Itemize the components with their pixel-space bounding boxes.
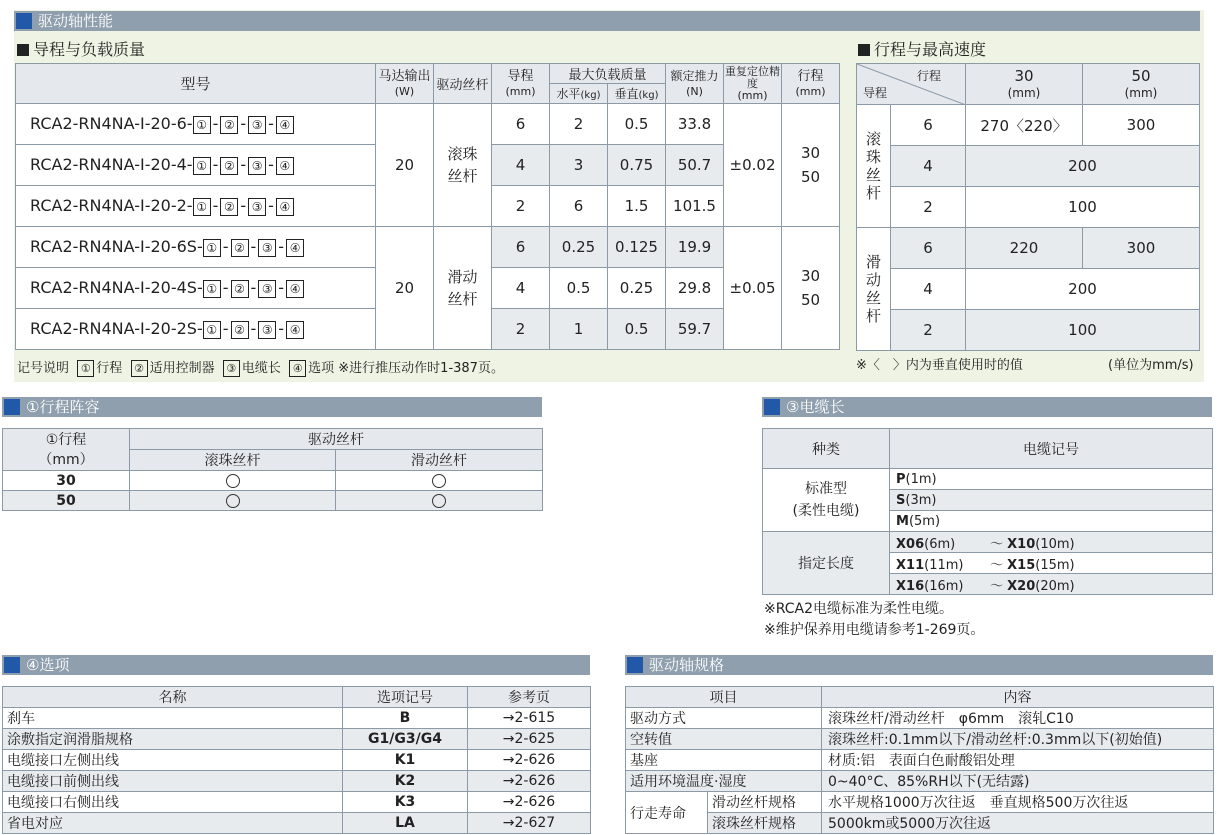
- table-row: [16, 104, 840, 145]
- lead-cell: 2: [891, 310, 966, 351]
- option-page: →2-626: [468, 750, 591, 771]
- options-table: [2, 686, 591, 834]
- available-mark: [432, 494, 446, 508]
- model-cell: [16, 186, 376, 227]
- option-box: ③: [258, 239, 276, 257]
- available-mark: [432, 474, 446, 488]
- option-code: B: [343, 708, 468, 729]
- speed-30-cell: 220: [966, 228, 1083, 269]
- col-slide: 滑动丝杆: [336, 450, 543, 471]
- slide-cell: [336, 471, 543, 491]
- col-30: 30 (mm): [966, 64, 1083, 105]
- col-name: 名称: [3, 687, 343, 708]
- option-box: ④: [286, 239, 304, 257]
- spec-item: 空转值: [626, 729, 822, 750]
- vert-cell: 1.5: [608, 186, 666, 227]
- lead-cell: 2: [492, 186, 550, 227]
- spec-item: 基座: [626, 750, 822, 771]
- dash: -: [212, 196, 219, 216]
- col-model: 型号: [16, 64, 376, 104]
- speed-50-cell: 300: [1083, 228, 1200, 269]
- option-box: ④: [276, 198, 294, 216]
- option-page: →2-615: [468, 708, 591, 729]
- dash: -: [212, 155, 219, 175]
- dash: -: [278, 237, 285, 257]
- table-row: [857, 310, 1200, 351]
- col-content: 内容: [822, 687, 1214, 708]
- vert-cell: 0.75: [608, 145, 666, 186]
- option-name: 省电对应: [3, 813, 343, 834]
- dash: -: [222, 319, 229, 339]
- model-cell: [16, 104, 376, 145]
- col-page: 参考页: [468, 687, 591, 708]
- section-header-spec: 驱动轴规格: [625, 655, 1213, 675]
- option-box: ②: [220, 116, 238, 134]
- legend: 记号说明 ① 行程 ② 适用控制器 ③ 电缆长 ④ 选项 ※进行推压动作时1-387页。: [17, 361, 504, 376]
- col-motor: 马达输出 (W): [376, 64, 434, 104]
- table-row: [857, 269, 1200, 310]
- thrust-cell: 29.8: [666, 268, 724, 309]
- table-row: [626, 708, 1214, 729]
- thrust-cell: 50.7: [666, 145, 724, 186]
- repeat-cell: ±0.05: [724, 227, 782, 350]
- thrust-cell: 101.5: [666, 186, 724, 227]
- option-page: →2-625: [468, 729, 591, 750]
- dash: -: [240, 155, 247, 175]
- option-box: ①: [203, 321, 221, 339]
- table-row: [626, 750, 1214, 771]
- screw-type-cell: 滑动丝杆: [857, 228, 891, 351]
- vert-cell: 0.125: [608, 227, 666, 268]
- spec-item: 行走寿命: [626, 792, 708, 834]
- table-row: [3, 491, 543, 511]
- available-mark: [226, 474, 240, 488]
- spec-item: 驱动方式: [626, 708, 822, 729]
- col-horiz: 水平(kg): [550, 84, 608, 104]
- option-box: ④: [276, 116, 294, 134]
- vert-cell: 0.5: [608, 309, 666, 350]
- lead-cell: 6: [492, 104, 550, 145]
- speed-50-cell: 300: [1083, 105, 1200, 146]
- spec-subitem: 滚珠丝杆规格: [708, 813, 822, 834]
- horiz-cell: 3: [550, 145, 608, 186]
- spec-content: 滚珠丝杆:0.1mm以下/滑动丝杆:0.3mm以下(初始值): [822, 729, 1214, 750]
- col-screw: 驱动丝杆: [130, 429, 543, 450]
- spec-content: 水平规格1000万次往返 垂直规格500万次往返: [822, 792, 1214, 813]
- spec-table: [625, 686, 1214, 834]
- dash: -: [268, 155, 274, 175]
- option-name: 涂敷指定润滑脂规格: [3, 729, 343, 750]
- option-box: ③: [248, 116, 266, 134]
- ball-cell: [130, 491, 336, 511]
- spec-content: 滚珠丝杆/滑动丝杆 φ6mm 滚轧C10: [822, 708, 1214, 729]
- lead-cell: 2: [492, 309, 550, 350]
- dash: -: [222, 237, 229, 257]
- spec-content: 0~40°C、85%RH以下(无结露): [822, 771, 1214, 792]
- table-row: [626, 729, 1214, 750]
- option-page: →2-626: [468, 792, 591, 813]
- spec-content: 5000km或5000万次往返: [822, 813, 1214, 834]
- table-row: [763, 532, 1213, 553]
- horiz-cell: 2: [550, 104, 608, 145]
- option-box: ③: [248, 198, 266, 216]
- option-name: 电缆接口右侧出线: [3, 792, 343, 813]
- dash: -: [278, 278, 285, 298]
- type-cell: 标准型 (柔性电缆): [763, 469, 890, 532]
- dash: -: [240, 114, 247, 134]
- vert-cell: 0.5: [608, 104, 666, 145]
- table-row: [857, 105, 1200, 146]
- horiz-cell: 6: [550, 186, 608, 227]
- spec-item: 适用环境温度·湿度: [626, 771, 822, 792]
- horiz-cell: 0.25: [550, 227, 608, 268]
- code-cell: X06(6m) ～ X10(10m): [890, 532, 1213, 553]
- motor-cell: 20: [376, 227, 434, 350]
- available-mark: [226, 494, 240, 508]
- table-title-load: 导程与负载质量: [17, 37, 145, 60]
- code-cell: X11(11m) ～ X15(15m): [890, 553, 1213, 574]
- option-name: 电缆接口前侧出线: [3, 771, 343, 792]
- col-repeat: 重复定位精度 (mm): [725, 64, 781, 102]
- dash: -: [240, 196, 247, 216]
- load-table: [15, 63, 840, 350]
- option-box: ②: [220, 198, 238, 216]
- dash: -: [250, 278, 257, 298]
- col-lead: 导程 (mm): [492, 64, 550, 104]
- code-cell: P(1m): [890, 469, 1213, 490]
- option-box: ①: [203, 239, 221, 257]
- option-box: ④: [276, 157, 294, 175]
- code-cell: S(3m): [890, 490, 1213, 511]
- model-cell: [16, 145, 376, 186]
- vert-cell: 0.25: [608, 268, 666, 309]
- option-page: →2-626: [468, 771, 591, 792]
- stroke-table: [2, 428, 543, 511]
- option-box: ①: [193, 116, 211, 134]
- table-row: [3, 708, 591, 729]
- speed-cell: 200: [966, 146, 1200, 187]
- model-code: RCA2-RN4NA-I-20-2-: [30, 196, 193, 216]
- option-box: ④: [286, 321, 304, 339]
- section-header-performance: [14, 11, 1200, 31]
- lead-cell: 4: [891, 146, 966, 187]
- option-box: ②: [231, 280, 249, 298]
- table-row: [3, 813, 591, 834]
- option-code: K3: [343, 792, 468, 813]
- table-title-speed: 行程与最高速度: [858, 37, 986, 60]
- cable-note-1: ※RCA2电缆标准为柔性电缆。: [764, 601, 954, 617]
- col-stroke: ①行程 （mm）: [3, 429, 130, 471]
- screw-cell: 滚珠丝杆: [434, 104, 492, 227]
- header-square: [16, 13, 32, 29]
- col-vert: 垂直(kg): [608, 84, 666, 104]
- type-cell: 指定长度: [763, 532, 890, 595]
- col-50: 50 (mm): [1083, 64, 1200, 105]
- repeat-cell: ±0.02: [724, 104, 782, 227]
- speed-cell: 100: [966, 310, 1200, 351]
- stroke-cell: 30: [3, 471, 130, 491]
- table-row: [3, 750, 591, 771]
- table-row: [3, 729, 591, 750]
- table-row: [3, 771, 591, 792]
- speed-cell: 100: [966, 187, 1200, 228]
- lead-cell: 4: [891, 269, 966, 310]
- spec-content: 材质:铝 表面白色耐酸铝处理: [822, 750, 1214, 771]
- ball-cell: [130, 471, 336, 491]
- cable-note-2: ※维护保养用电缆请参考1-269页。: [764, 622, 985, 638]
- speed-cell: 200: [966, 269, 1200, 310]
- option-box: ③: [248, 157, 266, 175]
- col-type: 种类: [763, 429, 890, 469]
- col-thrust: 额定推力 (N): [666, 64, 724, 104]
- screw-type-cell: 滚珠丝杆: [857, 105, 891, 228]
- dash: -: [268, 114, 274, 134]
- option-code: G1/G3/G4: [343, 729, 468, 750]
- motor-cell: 20: [376, 104, 434, 227]
- option-code: K1: [343, 750, 468, 771]
- lead-cell: 6: [891, 228, 966, 269]
- speed-table: [856, 63, 1200, 351]
- dash: -: [222, 278, 229, 298]
- stroke-cell: 30 50: [782, 227, 840, 350]
- thrust-cell: 59.7: [666, 309, 724, 350]
- dash: -: [268, 196, 274, 216]
- speed-unit: (单位为mm/s): [1108, 358, 1194, 373]
- dash: -: [212, 114, 219, 134]
- option-name: 电缆接口左侧出线: [3, 750, 343, 771]
- stroke-cell: 50: [3, 491, 130, 511]
- screw-cell: 滑动丝杆: [434, 227, 492, 350]
- option-box: ②: [220, 157, 238, 175]
- option-box: ④: [286, 280, 304, 298]
- spec-subitem: 滑动丝杆规格: [708, 792, 822, 813]
- col-load: 最大负载质量: [550, 64, 666, 84]
- table-row: [626, 792, 1214, 813]
- option-page: →2-627: [468, 813, 591, 834]
- model-code: RCA2-RN4NA-I-20-4S-: [30, 278, 203, 298]
- speed-30-cell: 270〈220〉: [966, 105, 1083, 146]
- section-title: 驱动轴性能: [38, 12, 114, 30]
- code-cell: M(5m): [890, 511, 1213, 532]
- dash: -: [250, 237, 257, 257]
- slide-cell: [336, 491, 543, 511]
- option-code: K2: [343, 771, 468, 792]
- option-name: 刹车: [3, 708, 343, 729]
- model-code: RCA2-RN4NA-I-20-2S-: [30, 319, 203, 339]
- cable-table: [762, 428, 1213, 595]
- lead-cell: 2: [891, 187, 966, 228]
- table-row: [3, 792, 591, 813]
- table-row: [857, 146, 1200, 187]
- lead-cell: 4: [492, 145, 550, 186]
- option-box: ①: [193, 157, 211, 175]
- stroke-cell: 30 50: [782, 104, 840, 227]
- table-row: [857, 228, 1200, 269]
- col-code: 电缆记号: [890, 429, 1213, 469]
- dash: -: [278, 319, 285, 339]
- option-box: ③: [258, 280, 276, 298]
- table-row: [763, 469, 1213, 490]
- col-stroke: 行程 (mm): [782, 64, 840, 104]
- col-ball: 滚珠丝杆: [130, 450, 336, 471]
- lead-cell: 6: [891, 105, 966, 146]
- horiz-cell: 1: [550, 309, 608, 350]
- table-row: [626, 771, 1214, 792]
- option-code: LA: [343, 813, 468, 834]
- section-header-stroke: ①行程阵容: [2, 397, 542, 417]
- table-row: [16, 227, 840, 268]
- model-code: RCA2-RN4NA-I-20-4-: [30, 155, 193, 175]
- thrust-cell: 33.8: [666, 104, 724, 145]
- col-code: 选项记号: [343, 687, 468, 708]
- model-code: RCA2-RN4NA-I-20-6S-: [30, 237, 203, 257]
- thrust-cell: 19.9: [666, 227, 724, 268]
- option-box: ②: [231, 239, 249, 257]
- section-header-cable: ③电缆长: [762, 397, 1212, 417]
- table-row: [3, 471, 543, 491]
- lead-cell: 4: [492, 268, 550, 309]
- speed-note: ※〈 〉内为垂直使用时的值: [856, 358, 1023, 373]
- option-box: ①: [193, 198, 211, 216]
- model-cell: [16, 309, 376, 350]
- code-cell: X16(16m) ～ X20(20m): [890, 574, 1213, 595]
- option-box: ①: [203, 280, 221, 298]
- option-box: ②: [231, 321, 249, 339]
- dash: -: [250, 319, 257, 339]
- col-screw: 驱动丝杆: [434, 64, 492, 104]
- model-code: RCA2-RN4NA-I-20-6-: [30, 114, 193, 134]
- table-row: [857, 187, 1200, 228]
- model-cell: [16, 268, 376, 309]
- table-row: [626, 813, 1214, 834]
- option-box: ③: [258, 321, 276, 339]
- section-header-options: ④选项: [2, 655, 590, 675]
- model-cell: [16, 227, 376, 268]
- horiz-cell: 0.5: [550, 268, 608, 309]
- col-item: 项目: [626, 687, 822, 708]
- lead-cell: 6: [492, 227, 550, 268]
- corner-cell: 行程 导程: [857, 64, 966, 105]
